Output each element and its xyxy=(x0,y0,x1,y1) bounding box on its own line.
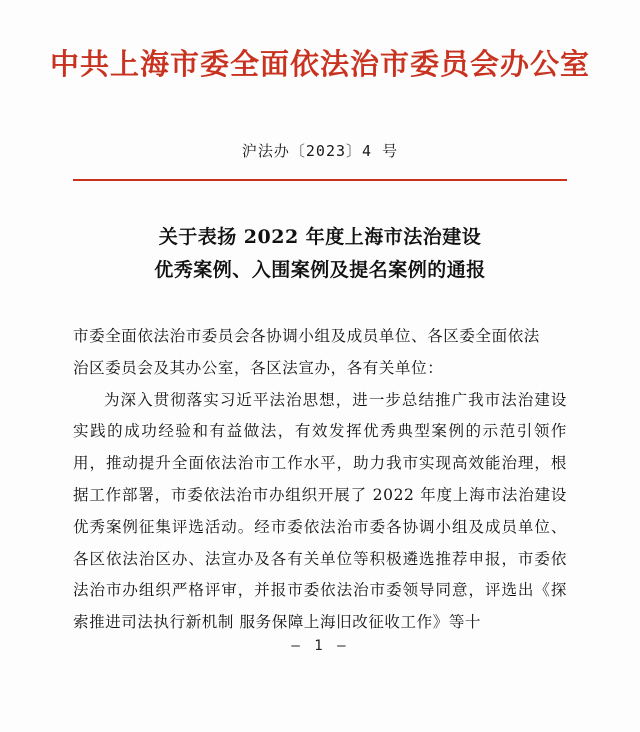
document-body xyxy=(73,321,567,639)
body-paragraph-1: 为深入贯彻落实习近平法治思想，进一步总结推广我市法治建设实践的成功经验和有益做法，有效发挥优秀典型案例的示范引领作用，推动提升全面依法治市工作水平，助力我市实现高效能治理，根据工作部署，市委依法治市办组织开展了 2022 年度上海市法治建设优秀案例征集评选活动。经市委依法治市委各协调小组及成员单位、各区依法治区办、法宣办及各有关单位等积极遴选推荐申报，市委依法治市办组织严格评审，并报市委依法治市委领导同意，评选出《探索推进司法执行新机制 服务保障上海旧改征收工作》等十 xyxy=(73,390,567,632)
document-number: 沪法办〔2023〕4 号 xyxy=(241,141,399,160)
red-divider-rule xyxy=(73,179,567,181)
issuing-authority-title: 中共上海市委全面依法治市委员会办公室 xyxy=(49,47,590,81)
subject-line-1: 关于表扬 2022 年度上海市法治建设 xyxy=(158,225,482,248)
document-subject-title xyxy=(0,221,640,288)
salutation-line-1: 市委全面依法治市委员会各协调小组及成员单位、各区委全面依法 xyxy=(73,327,540,346)
document-header xyxy=(0,0,640,84)
page-number: — 1 — xyxy=(291,638,349,654)
salutation-line-2: 治区委员会及其办公室，各区法宣办，各有关单位： xyxy=(73,358,444,377)
subject-line-2: 优秀案例、入围案例及提名案例的通报 xyxy=(154,258,486,281)
